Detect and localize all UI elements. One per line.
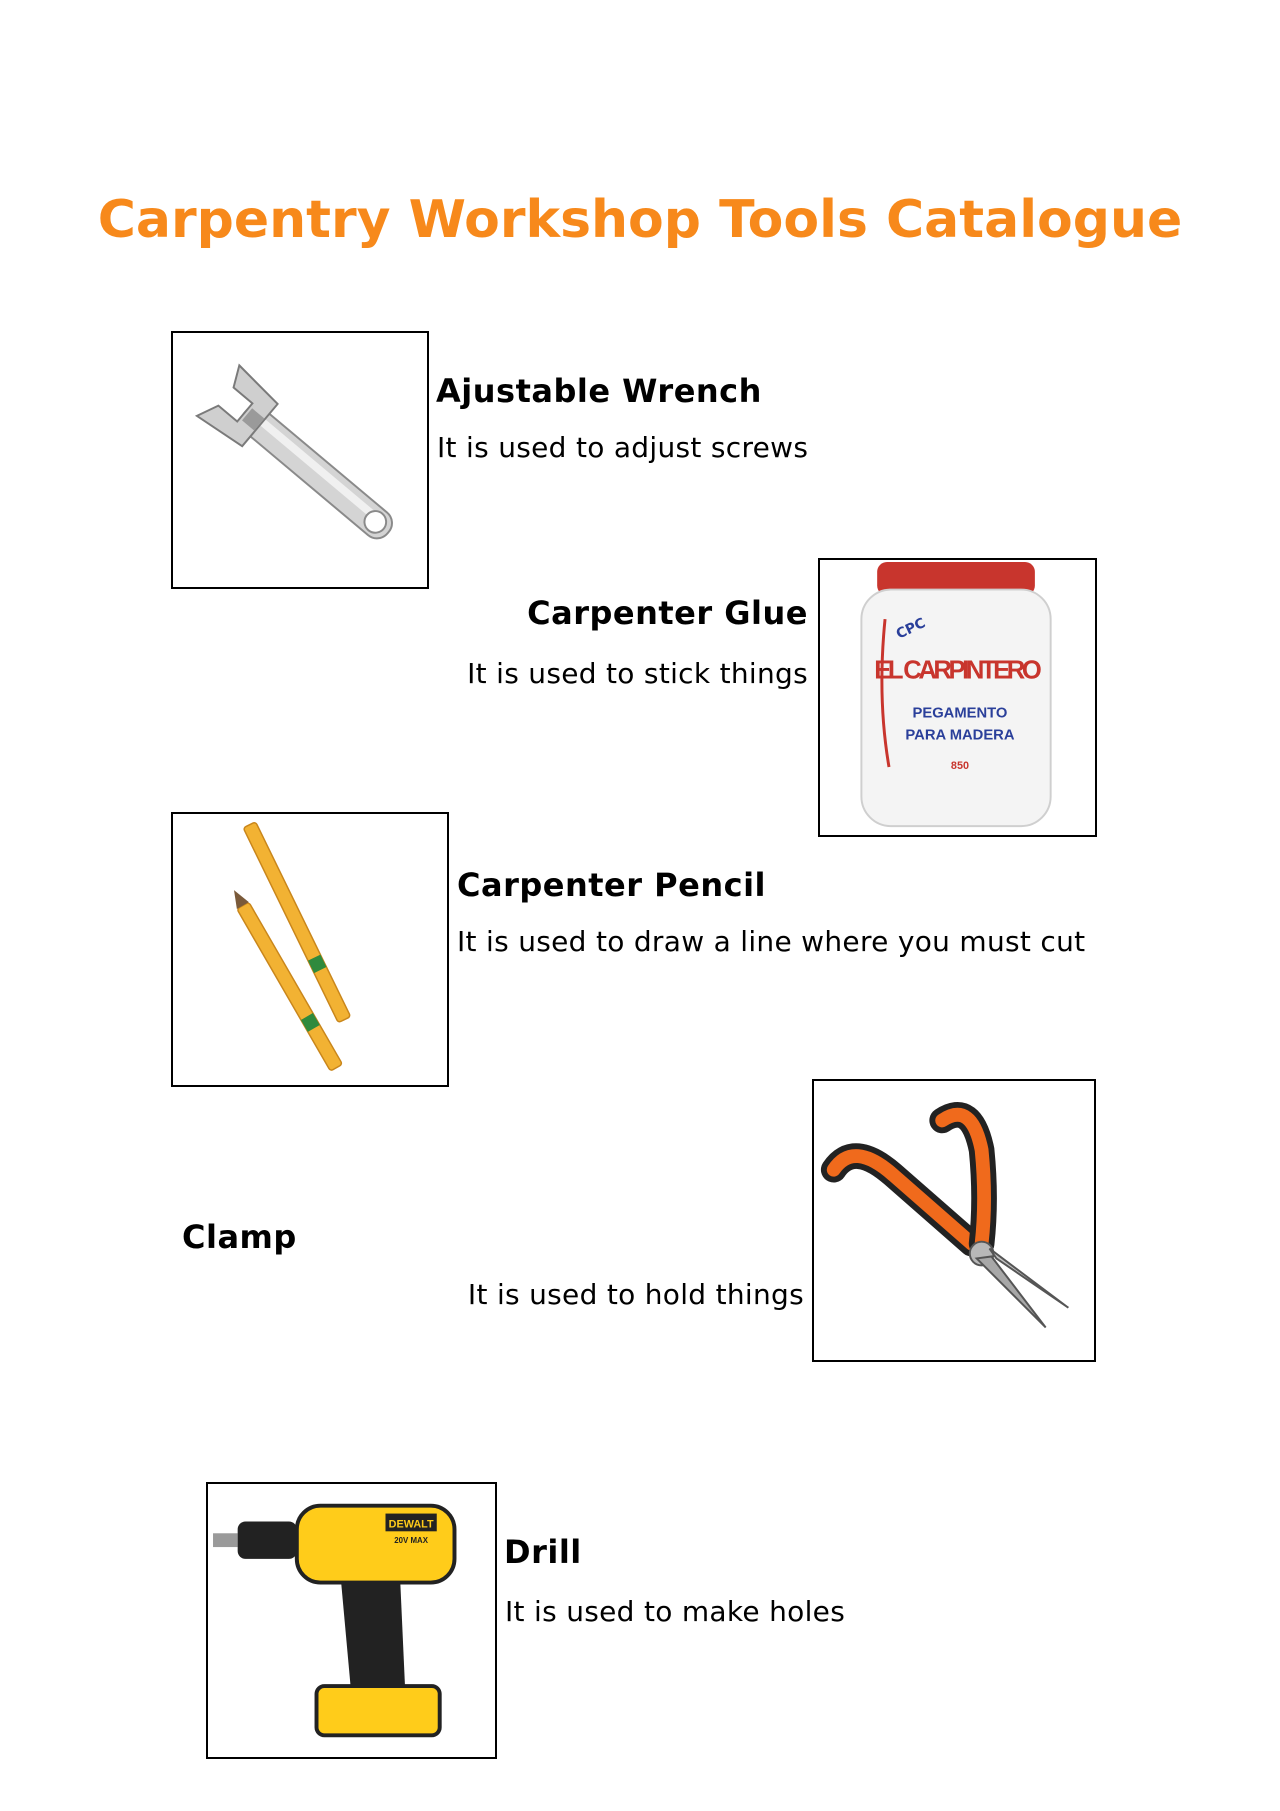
drill-icon: [208, 1484, 495, 1757]
wrench-icon: [173, 333, 427, 587]
glue-label-size: 850: [950, 759, 970, 772]
glue-image: [818, 558, 1097, 837]
drill-image: [206, 1482, 497, 1759]
glue-label-brand: CPC: [893, 615, 929, 643]
drill-label-brand: DEWALT: [388, 1518, 434, 1531]
tool-description: It is used to draw a line where you must cut: [457, 925, 1086, 958]
glue-label-line: PARA MADERA: [905, 727, 1015, 744]
pencil-icon: [173, 814, 447, 1085]
tool-name: Carpenter Glue: [527, 594, 808, 632]
glue-jar-icon: [820, 560, 1095, 835]
tool-description: It is used to hold things: [467, 1278, 804, 1311]
glue-label-title: EL CARPINTERO: [874, 656, 1042, 685]
pliers-icon: [814, 1081, 1094, 1360]
tool-description: It is used to adjust screws: [437, 431, 809, 464]
tool-name: Carpenter Pencil: [457, 866, 767, 904]
page-title: Carpentry Workshop Tools Catalogue: [97, 189, 1183, 250]
tool-name: Ajustable Wrench: [436, 372, 762, 410]
wrench-image: [171, 331, 429, 589]
tool-name: Drill: [504, 1533, 582, 1571]
clamp-image: [812, 1079, 1096, 1362]
pencil-image: [171, 812, 449, 1087]
tool-description: It is used to stick things: [467, 657, 808, 690]
glue-label-line: PEGAMENTO: [912, 705, 1008, 722]
drill-label-model: 20V MAX: [394, 1536, 428, 1546]
tool-description: It is used to make holes: [505, 1595, 846, 1628]
tool-name: Clamp: [182, 1218, 297, 1256]
